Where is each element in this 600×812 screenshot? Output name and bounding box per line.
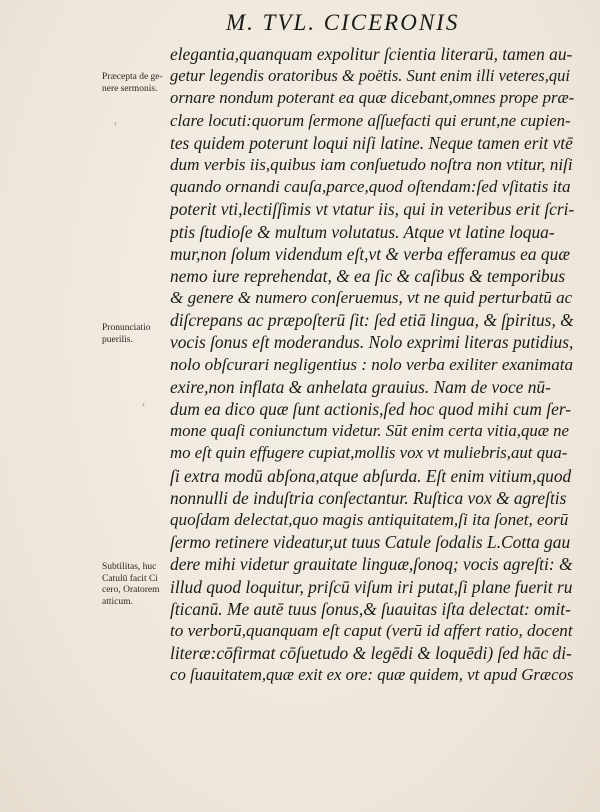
text-line: quoſdam delectat,quo magis antiquitatem,ſi ita ſonet, eorū xyxy=(170,509,569,529)
margin-mark: ‹ xyxy=(142,399,145,409)
text-line: ornare nondum poterant ea quæ dicebant,omnes prope præ- xyxy=(170,88,574,108)
margin-mark: ‹ xyxy=(114,118,117,128)
text-line: mo eſt quin effugere cupiat,mollis vox vt muliebris,aut qua- xyxy=(170,443,568,463)
text-line: to verborū,quanquam eſt caput (verū id affert ratio, docent xyxy=(170,620,573,640)
text-line: poterit vti,lectiſſimis vt vtatur iis, qui in veteribus erit ſcri- xyxy=(170,199,574,220)
text-line: diſcrepans ac præpoſterū ſit: ſed etiā lingua, & ſpiritus, & xyxy=(170,310,574,331)
text-line: ptis ſtudioſe & multum volutatus. Atque vt latine loqua- xyxy=(170,221,555,242)
margin-note-line: puerilis. xyxy=(102,334,133,345)
text-line: dum ea dico quæ ſunt actionis,ſed hoc quod mihi cum ſer- xyxy=(170,399,572,419)
text-line: dere mihi videtur grauitate linguæ,ſonoq; vocis agreſti: & xyxy=(170,554,573,575)
text-line: getur legendis oratoribus & poëtis. Sunt enim illi veteres,qui xyxy=(170,66,570,86)
text-line: co ſuauitatem,quæ exit ex ore: quæ quidem, vt apud Græcos xyxy=(170,665,574,685)
margin-note-line: cero, Oratorem xyxy=(102,585,160,596)
text-line: literæ:cōfirmat cōſuetudo & legēdi & loquēdi) ſed hāc di- xyxy=(170,643,572,664)
text-line: tes quidem poterunt loqui niſi latine. Neque tamen erit vtē xyxy=(170,132,573,153)
text-line: nemo iure reprehendat, & ea ſic & caſibus & temporibus xyxy=(170,265,566,286)
text-line: ſermo retinere videatur,ut tuus Catule ſodalis L.Cotta gau xyxy=(170,532,571,553)
text-line: elegantia,quanquam expolitur ſcientia literarū, tamen au- xyxy=(170,44,573,64)
running-head: M. TVL. CICERONIS xyxy=(226,10,460,35)
text-line: nolo obſcurari negligentius : nolo verba exiliter exanimata xyxy=(170,354,574,374)
text-line: dum verbis iis,quibus iam conſuetudo noſtra non vtitur, niſi xyxy=(170,154,573,174)
margin-note-line: Pronunciatio xyxy=(102,323,151,333)
text-line: & genere & numero conſeruemus, vt ne quid perturbatū ac xyxy=(170,288,573,308)
text-line: ſi extra modū abſona,atque abſurda. Eſt enim vitium,quod xyxy=(170,465,572,486)
margin-note-line: nere sermonis. xyxy=(102,83,158,94)
margin-note-line: atticum. xyxy=(102,596,133,607)
text-line: exire,non inflata & anhelata grauius. Nam de voce nū- xyxy=(170,376,551,397)
margin-note-line: Præcepta de ge- xyxy=(102,72,163,82)
text-line: vocis ſonus eſt moderandus. Nolo exprimi literas putidius, xyxy=(170,332,574,353)
text-line: ſticanū. Me autē tuus ſonus,& ſuauitas iſta delectat: omit- xyxy=(170,598,571,619)
margin-note-line: Catulū facit Ci xyxy=(102,573,158,584)
main-text-block xyxy=(170,43,574,686)
text-line: illud quod loquitur, priſcū viſum iri putat,ſi plane fuerit ru xyxy=(170,576,573,597)
text-line: clare locuti:quorum ſermone aſſuefacti qui erunt,ne cupien- xyxy=(170,110,571,130)
text-line: mur,non ſolum videndum eſt,vt & verba efferamus ea quæ xyxy=(170,243,570,264)
text-line: mone quaſi coniunctum videtur. Sūt enim certa vitia,quæ ne xyxy=(170,421,569,441)
text-line: nonnulli de induſtria conſectantur. Ruſtica vox & agreſtis xyxy=(170,487,567,508)
text-line: quando ornandi cauſa,parce,quod oſtendam:ſed vſitatis ita xyxy=(170,177,571,197)
margin-note-line: Subtilitas, huc xyxy=(102,562,157,572)
